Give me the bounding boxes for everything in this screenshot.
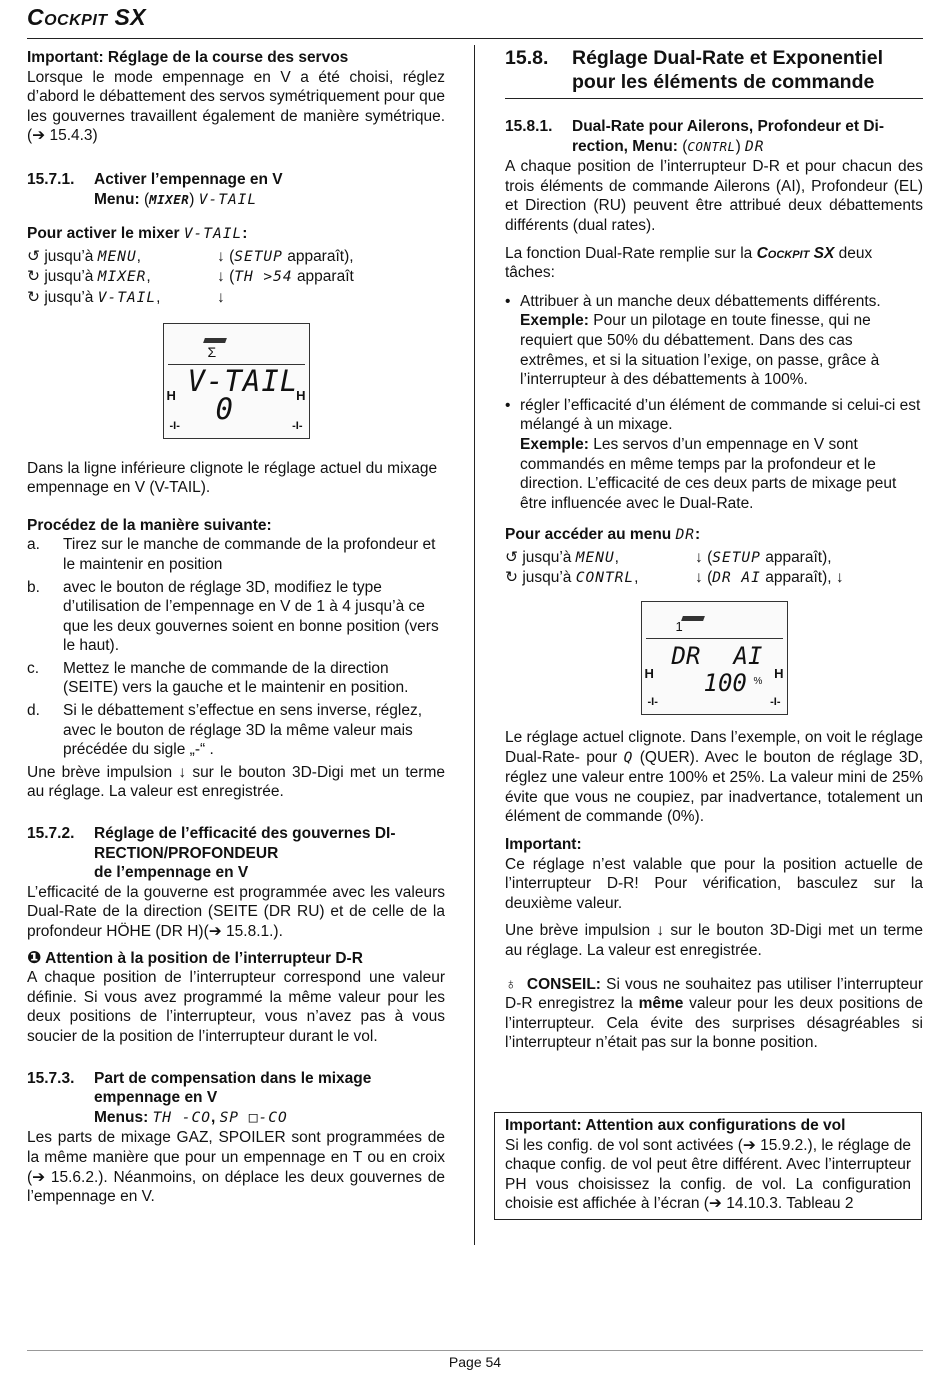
title-line: Réglage de l’efficacité des gouvernes DI- [94,825,396,843]
step-text: jusqu’à [44,247,94,265]
item-label: a. [27,536,40,554]
access-label: Pour accéder au menu [505,526,672,544]
trim-bottom-right-icon: -I- [770,696,781,709]
header-rule [27,38,923,39]
activate-label: Pour activer le mixer [27,225,180,243]
footer-rule [27,1350,923,1351]
menu-sep: , [210,1108,216,1126]
step-lcd: SETUP [712,549,761,566]
example-text: Pour un pilotage en toute finesse, qui ne requiert que 50% du débattement. Dans des cas extrêmes, et si la situation l’exige, on passe, grâce à l’interrupteur à des débattements à 100%. [520,312,880,389]
bullet-list [505,292,923,514]
title-lcd: DR [745,138,765,155]
example-label: Exemple: [520,312,589,330]
tip-hand-icon: ♁ [505,975,517,993]
step-text: apparaît), [765,548,832,566]
section-title [572,117,884,157]
item-text: Mettez le manche de commande de la direction (SEITE) vers la gauche et le maintenir en position. [63,659,409,697]
step-text: jusqu’à [522,569,572,587]
trim-right-icon: H [296,387,306,403]
item-text: avec le bouton de réglage 3D, modifiez le type d’utilisation de l’empennage en V de 1 à 4 jusqu’à ce que les deux gouvernes soient en bonne position (vers le haut). [63,578,439,655]
procedure-item [27,535,445,574]
activate-lcd: V-TAIL [183,226,243,243]
closing-pre: Une brève impulsion [27,763,173,781]
screen-line-2: 0 [215,391,233,426]
info-icon: ❶ [27,947,42,967]
step-lcd: MENU [575,549,615,566]
step-text: jusqu’à [44,288,94,306]
mode-indicator: 1 [675,619,683,635]
section-number: 15.7.1. [27,170,75,188]
section-title [572,46,883,94]
section-title [94,1069,371,1129]
menu-label: Menus: [94,1108,149,1126]
title-line: de l’empennage en V [94,864,249,882]
title-lcd: CONTRL [687,138,736,154]
trim-bottom-right-icon: -I- [292,419,303,432]
section-15-7-2-text: L’efficacité de la gouverne est programmée avec les valeurs Dual-Rate de la direction (SEITE (DR RU) et de celle de la profondeur HÖHE (DR H)(➔ 15.8.1.). [27,883,445,940]
step-text: apparaît [296,268,354,286]
example-label: Exemple: [520,435,589,453]
attention-text: A chaque position de l’interrupteur correspond une valeur définie. Si vous avez programmé la même valeur pour les deux positions de l’interrupteur, vous n’avez pas à vous soucier de la position de l’interrupteur durant le vol. [27,969,445,1045]
step-row [505,548,923,569]
step-row [27,267,445,288]
percent-unit: % [753,676,763,688]
flight-config-box [494,1112,922,1220]
para-3-lcd: Q [623,749,634,766]
right-column [505,46,923,1053]
step-text: ( [229,247,235,265]
section-number: 15.8.1. [505,118,553,135]
screen-divider [646,638,783,639]
rotate-right-icon: ↻ [505,569,518,587]
brand-inline: Cockpit SX [756,244,835,262]
title-line: pour les éléments de commande [572,71,875,93]
step-lcd: TH >54 [234,269,293,286]
arrow-down-icon: ↓ [656,922,665,940]
closing-text [505,921,923,960]
closing-post: sur le bouton 3D-Digi met un terme au réglage. La valeur est enregistrée. [27,763,445,801]
intro-text: Lorsque le mode empennage en V a été choisi, réglez d’abord le débattement des servos symétriquement pour que les gouvernes travaillent également de manière symétrique.(➔ 15.4.3) [27,68,445,145]
section-menu-line [27,190,445,211]
attention-title-line [27,948,445,969]
step-text: ( [707,569,713,587]
section-15-8-1-heading [505,117,923,157]
title-line: Réglage Dual-Rate et Exponentiel [572,47,883,69]
intro-title: Important: Réglage de la course des servos [27,49,349,66]
title-line: rection, Menu: [572,137,678,155]
para-2-post: deux tâches: [505,244,873,282]
rotate-right-icon: ↻ [27,268,40,286]
procedure-list [27,535,445,760]
column-divider [474,45,475,1245]
step-text: apparaît), [287,247,354,265]
after-screen-text: Dans la ligne inférieure clignote le réglage actuel du mixage empennage en V (V-TAIL). [27,459,438,497]
brand-title: Cockpit SX [27,4,147,30]
para-1: A chaque position de l’interrupteur D-R et pour chacun des trois éléments de commande Ailerons (AI), Profondeur (EL) et Direction (RU) peuvent être attribué deux débattements différents (dual rates). [505,158,923,234]
important-text: Ce réglage n’est valable que pour la position actuelle de l’interrupteur D-R! Pour vérification, basculez sur la deuxième valeur. [505,855,923,912]
bullet-dot: • [505,292,511,310]
section-15-7-3-text: Les parts de mixage GAZ, SPOILER sont programmées de la même manière que pour un empennage en T ou en croix (➔ 15.6.2.). Néanmoins, on déplace les deux gouvernes de l’empennage en V. [27,1129,445,1206]
bullet-text: régler l’efficacité d’un élément de commande si celui-ci est mélangé à un mixage. [520,396,921,434]
step-lcd: SETUP [234,248,283,265]
trim-bottom-left-icon: -I- [647,696,658,709]
access-label-line [505,525,923,546]
item-text: Tirez sur le manche de commande de la profondeur et le maintenir en position [63,536,436,573]
section-15-8-heading [505,46,923,94]
airplane-icon [681,616,705,621]
procedure-item [27,659,445,698]
item-label: d. [27,702,40,720]
item-text: Si le débattement s’effectue en sens inverse, réglez, avec le bouton de réglage 3D la même valeur mais précédée du sigle „-“ . [63,702,423,759]
step-lcd: V-TAIL [97,289,157,306]
colon: : [695,526,701,544]
access-lcd: DR [675,527,696,544]
menu-paren: ( [143,190,150,208]
section-number: 15.7.3. [27,1069,75,1087]
title-line: empennage en V [94,1089,218,1107]
tip-label: CONSEIL: [526,975,601,993]
arrow-down-icon: ↓ [695,548,703,566]
colon: : [242,225,248,243]
step-text: jusqu’à [44,268,94,286]
arrow-down-icon: ↓ [217,288,225,306]
section-number: 15.7.2. [27,825,75,843]
menu-lcd: TH -CO [152,1109,211,1126]
bullet-dot: • [505,396,511,414]
page-number: Page 54 [448,1354,502,1370]
section-15-7-1-heading [27,170,445,190]
section-15-7-2-heading [27,824,445,883]
tip-bold: même [638,995,684,1013]
step-row [27,247,445,268]
rotate-left-icon: ↺ [505,548,518,566]
menu-label: Menu: [94,190,140,208]
important-title: Important: [505,836,582,854]
title-line: Dual-Rate pour Ailerons, Profondeur et Di- [572,118,885,135]
arrow-down-icon: ↓ [217,268,225,286]
bullet-item [505,396,923,514]
trim-bottom-left-icon: -I- [169,419,180,432]
lcd-screen-vtail [163,323,310,439]
step-row [505,568,923,589]
menu-paren: ) [189,190,195,208]
trim-left-icon: H [166,387,176,403]
section-title: Activer l’empennage en V [94,170,283,188]
step-lcd: MIXER [97,269,147,286]
tip-text [505,975,923,1053]
title-line: RECTION/PROFONDEUR [94,844,279,862]
screen-line-1a: DR [671,642,701,671]
closing-pre: Une brève impulsion [505,922,651,940]
paren: ( [682,137,688,155]
bullet-item [505,292,923,390]
step-text: apparaît), [765,569,832,587]
rotate-right-icon: ↻ [27,288,40,306]
menu-lcd-vtail: V-TAIL [198,191,258,208]
screen-line-1: V-TAIL [187,363,299,398]
example-text: Les servos d’un empennage en V sont commandés en même temps par la profondeur et le direction. L’efficacité de ces deux parts de mixage peut être influencée avec le Dual-Rate. [520,435,897,512]
section-title [94,824,396,883]
step-row [27,288,445,309]
tip-text-1: Si vous ne souhaitez pas utiliser l’interrupteur D-R enregistrez la [505,975,923,1013]
arrow-down-icon: ↓ [217,247,225,265]
bullet-text: Attribuer à un manche deux débattements différents. [520,292,881,310]
procedure-item [27,578,445,656]
item-label: c. [27,659,40,677]
sigma-icon: Σ [207,343,217,360]
step-lcd: DR AI [712,570,761,587]
tip-text-2: valeur pour les deux positions de l’interrupteur. Cela évite des surprises désagréables si l’interrupteur n’était pas sur la bonne position. [505,995,923,1052]
step-text: jusqu’à [522,548,572,566]
lcd-screen-dr [641,601,788,715]
step-text: , [614,548,619,566]
trim-right-icon: H [774,666,784,682]
screen-line-1b: AI [733,642,763,671]
trim-left-icon: H [644,666,654,682]
arrow-down-icon: ↓ [835,569,844,587]
closing-post: sur le bouton 3D-Digi met un terme au réglage. La valeur est enregistrée. [505,922,923,959]
step-text: ( [707,548,713,566]
menu-lcd: SP □-CO [219,1109,288,1126]
title-line: Part de compensation dans le mixage [94,1069,372,1087]
box-title: Important: Attention aux configurations de vol [505,1117,846,1134]
paren: ) [735,137,741,155]
access-steps [505,548,923,589]
step-text: , [146,268,151,286]
procedure-item [27,701,445,760]
arrow-down-icon: ↓ [695,569,703,587]
step-lcd: CONTRL [575,570,635,587]
step-lcd: MENU [97,248,137,265]
section-number: 15.8. [505,47,549,69]
step-text: ( [229,268,235,286]
para-2 [505,244,923,283]
section-15-7-3-heading [27,1069,445,1129]
item-label: b. [27,578,40,596]
box-text: Si les config. de vol sont activées (➔ 15.9.2.), le réglage de chaque config. de vol peut être différent. Avec l’interrupteur PH vous choisissez la config. de vol. La configuration choisie est affichée à l’écran (➔ 14.10.3. Tableau 2 [505,1136,911,1213]
attention-title: Attention à la position de l’interrupteur D-R [45,949,363,967]
para-3-post: (QUER). Avec le bouton de réglage 3D, réglez une valeur entre 100% et 25%. La valeur mini de 25% évite que vous ne coupiez, par inadvertance, totalement un élément de commande (0%). [505,748,924,826]
para-2-pre: La fonction Dual-Rate remplie sur la [505,244,753,262]
left-column [27,48,445,1207]
closing-text [27,763,445,802]
step-text: , [156,288,161,306]
step-text: , [634,569,639,587]
procedure-title: Procédez de la manière suivante: [27,516,272,534]
step-text: , [136,247,141,265]
para-3-pre: Le réglage actuel clignote. Dans l’exemple, on voit le réglage Dual-Rate- pour [505,729,923,766]
screen-line-2: 100 [703,669,747,698]
activate-steps [27,247,445,309]
activate-label-line [27,224,445,245]
arrow-down-icon: ↓ [178,763,187,781]
rotate-left-icon: ↺ [27,247,40,265]
para-3 [505,728,923,827]
menu-lcd-mixer: MIXER [149,191,190,207]
